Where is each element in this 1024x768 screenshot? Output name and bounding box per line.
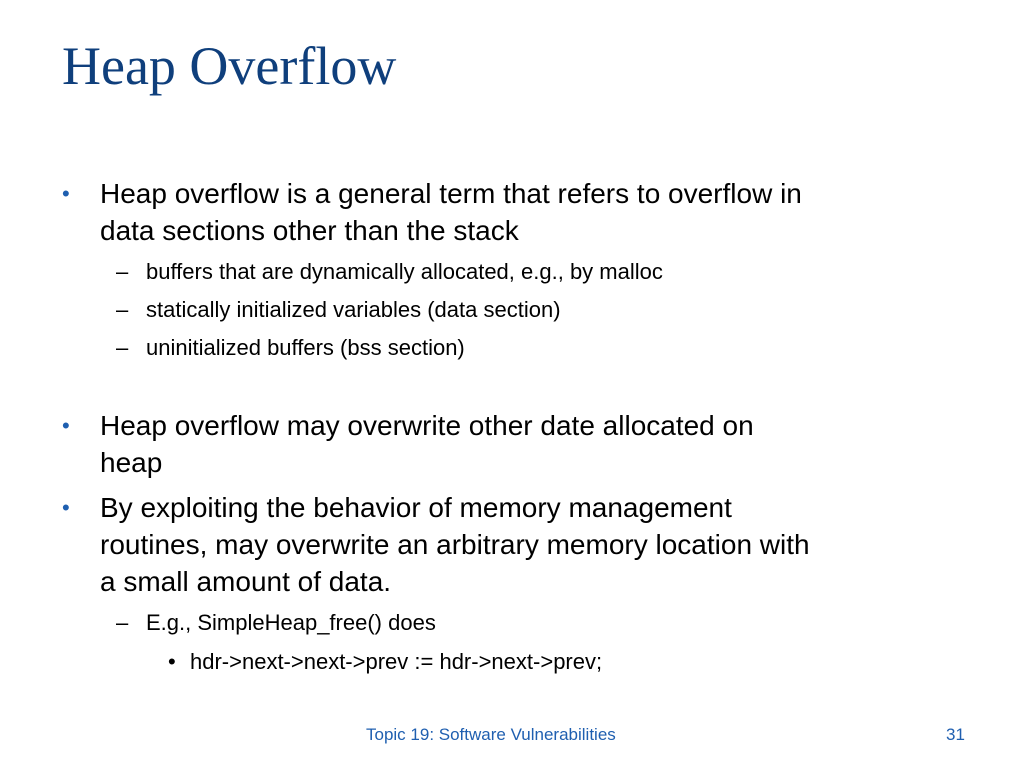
sub-bullet-3-1-text: E.g., SimpleHeap_free() does <box>146 610 436 635</box>
bullet-3-line-2: routines, may overwrite an arbitrary memory location with <box>100 529 810 560</box>
sub-sub-bullet-3-1-1-text: hdr->next->next->prev := hdr->next->prev; <box>190 649 603 674</box>
bullet-3-symbol: • <box>62 495 70 520</box>
sub-bullet-1-3-dash: – <box>116 335 129 360</box>
sub-bullet-1-1-text: buffers that are dynamically allocated, e.g., by malloc <box>146 259 663 284</box>
bullet-3-line-3: a small amount of data. <box>100 566 392 597</box>
footer-page-number: 31 <box>946 725 965 744</box>
sub-sub-bullet-3-1-1-symbol: • <box>168 649 176 674</box>
slide-title: Heap Overflow <box>62 36 397 96</box>
footer-topic: Topic 19: Software Vulnerabilities <box>366 725 616 744</box>
sub-bullet-1-2-dash: – <box>116 297 129 322</box>
bullet-2-line-1: Heap overflow may overwrite other date allocated on <box>100 410 754 441</box>
sub-bullet-1-3-text: uninitialized buffers (bss section) <box>146 335 465 360</box>
bullet-3-line-1: By exploiting the behavior of memory management <box>100 492 732 523</box>
sub-bullet-3-1-dash: – <box>116 610 129 635</box>
bullet-2-symbol: • <box>62 413 70 438</box>
sub-bullet-1-1-dash: – <box>116 259 129 284</box>
bullet-1-line-2: data sections other than the stack <box>100 215 519 246</box>
bullet-2-line-2: heap <box>100 447 163 478</box>
bullet-1-line-1: Heap overflow is a general term that refers to overflow in <box>100 178 802 209</box>
sub-bullet-1-2-text: statically initialized variables (data section) <box>146 297 561 322</box>
bullet-1-symbol: • <box>62 181 70 206</box>
